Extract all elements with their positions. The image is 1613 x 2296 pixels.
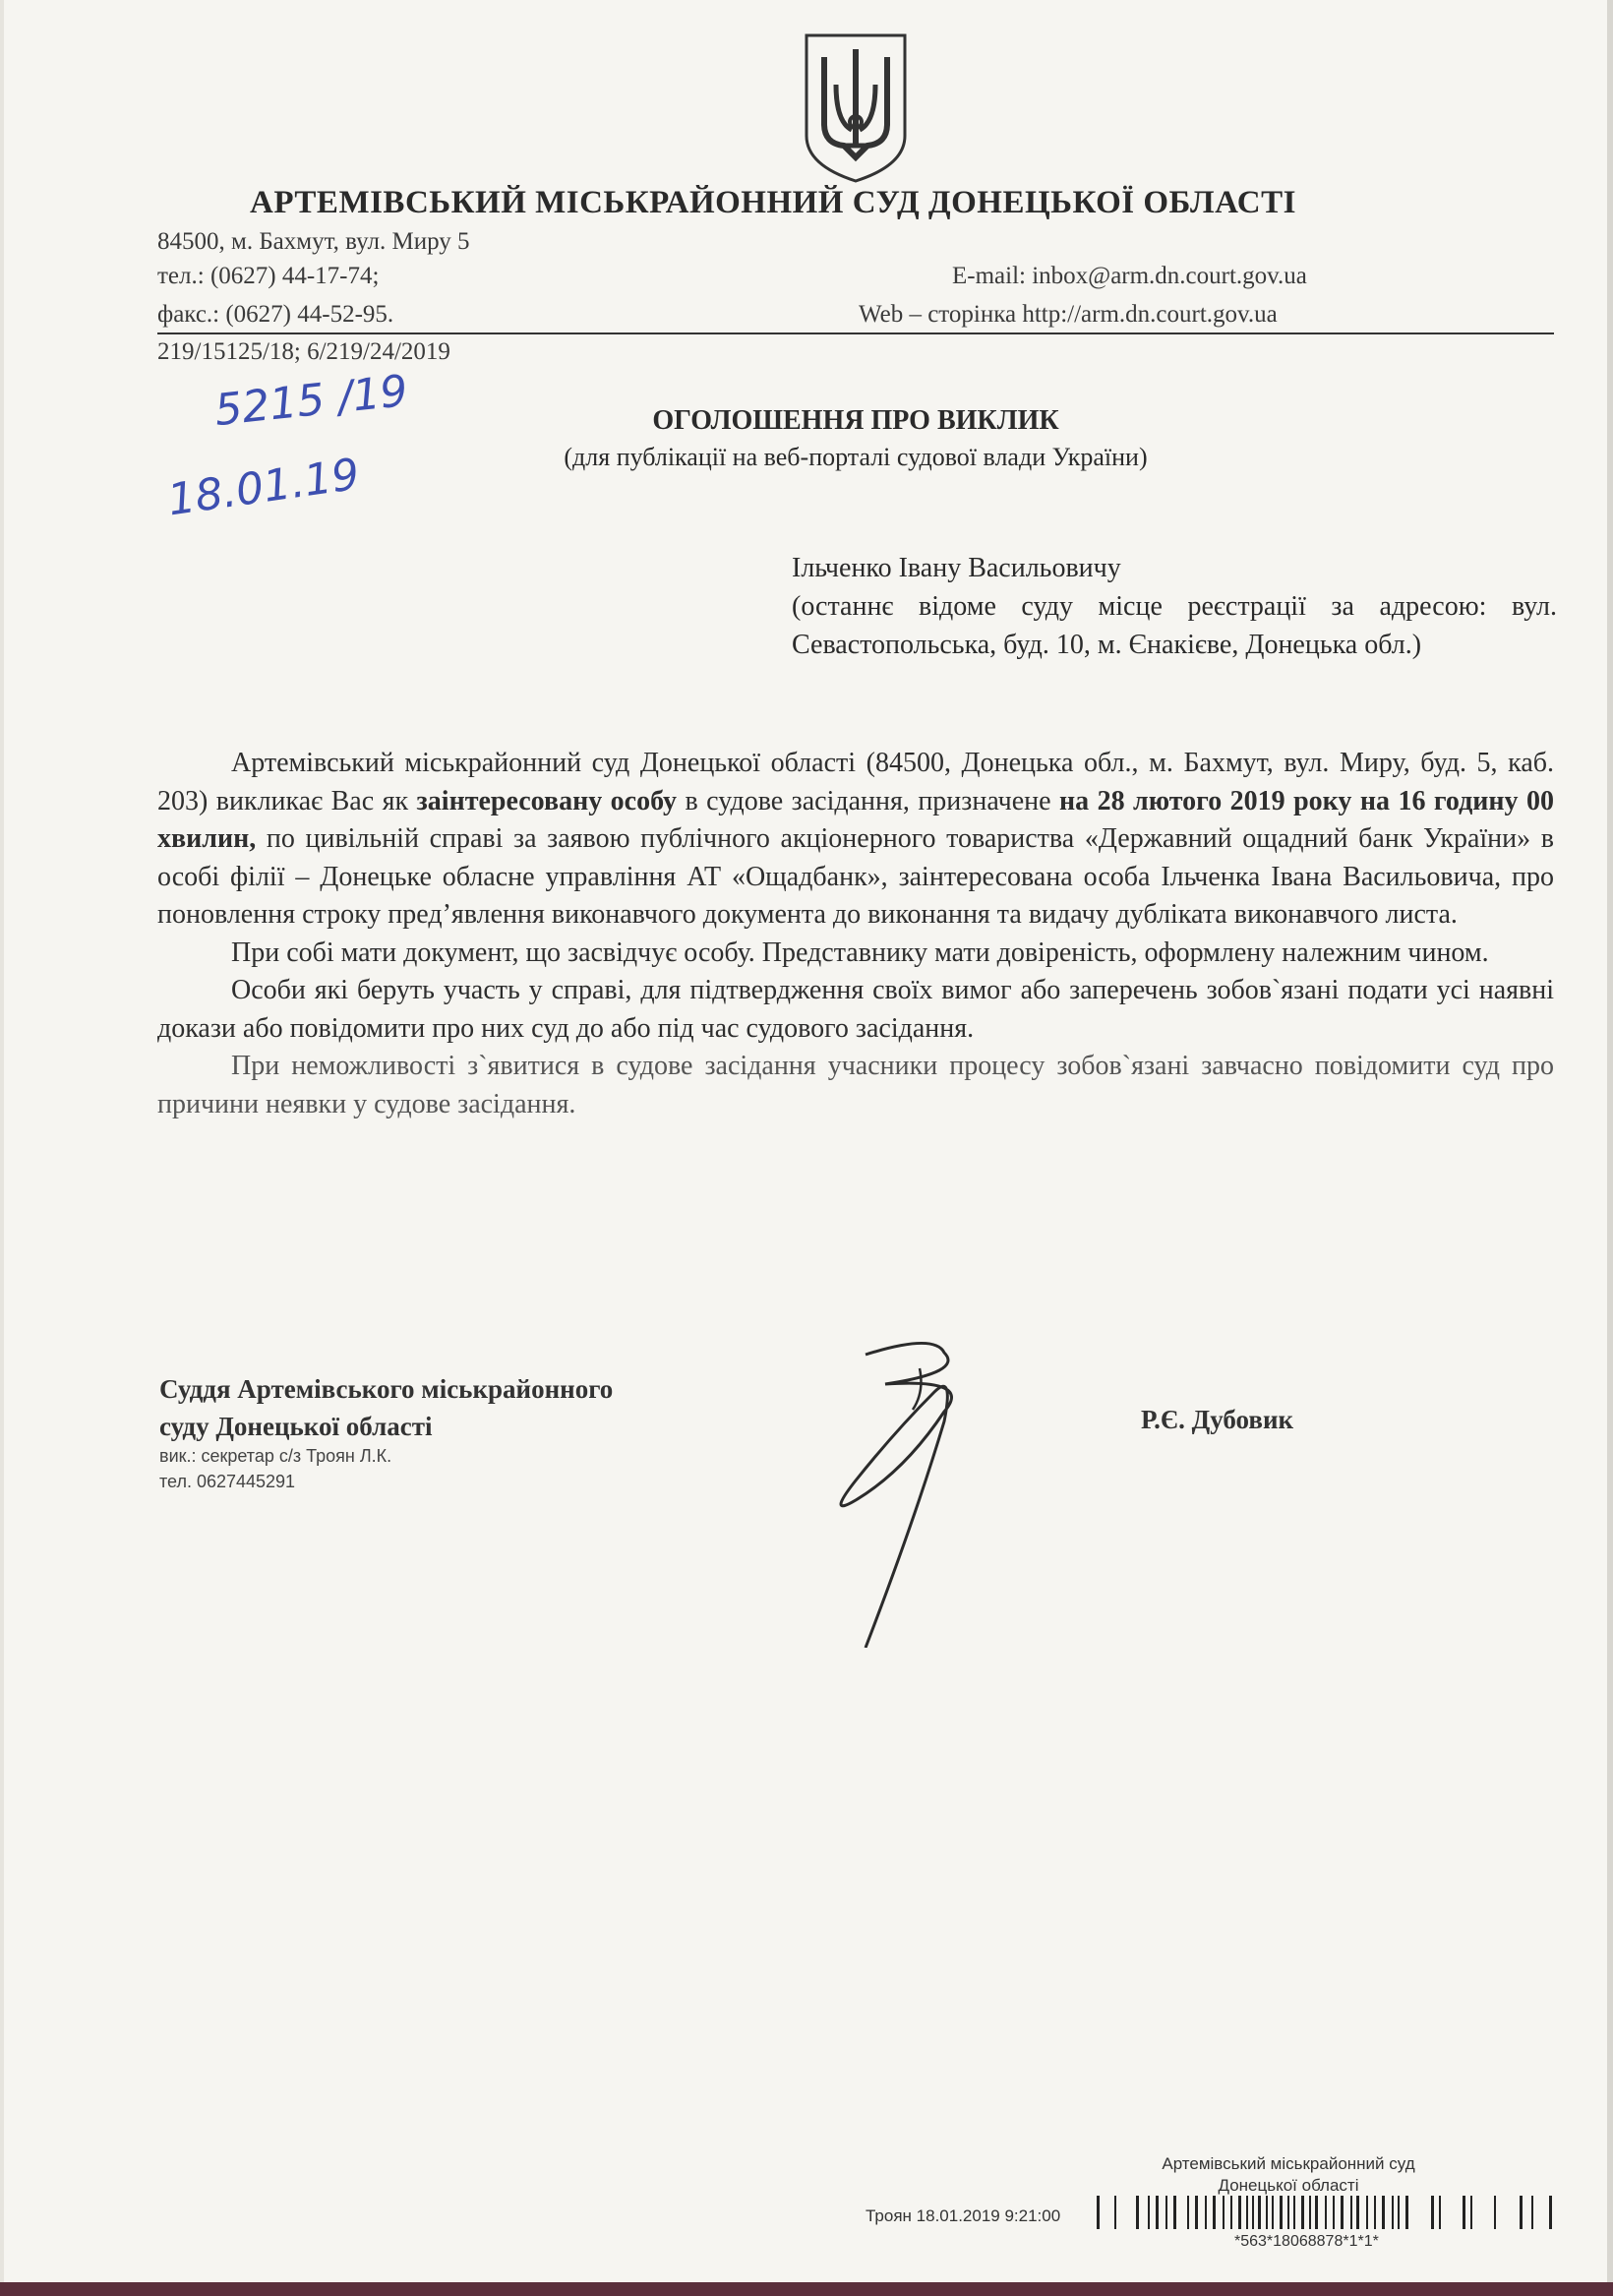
court-phone: тел.: (0627) 44-17-74; [157, 263, 380, 289]
summons-text-2: в судове засідання, призначене [677, 785, 1060, 816]
judge-signature [826, 1333, 993, 1648]
court-address: 84500, м. Бахмут, вул. Миру 5 [157, 228, 470, 255]
court-website: Web – сторінка http://arm.dn.court.gov.ua [859, 301, 1278, 328]
scan-edge-bottom [0, 2282, 1613, 2296]
hearing-datetime: на 28 лютого 2019 року на 16 годину 00 хвилин, [157, 785, 1554, 854]
paragraph-documents: При собі мати документ, що засвідчує особу. Представнику мати довіреність, оформлену належним чином. [231, 937, 1489, 968]
trident-emblem-icon [797, 28, 915, 185]
paragraph-summons [157, 745, 1554, 935]
header-divider [157, 332, 1554, 334]
addressee-address: (останнє відоме суду місце реєстрації за адресою: вул. Севастопольська, буд. 10, м. Єнакієве, Донецька обл.) [792, 591, 1557, 660]
addressee-block [792, 549, 1557, 664]
registration-timestamp: Троян 18.01.2019 9:21:00 [866, 2206, 1061, 2225]
executor-phone: тел. 0627445291 [159, 1472, 296, 1491]
barcode-number: *563*18068878*1*1* [1234, 2233, 1379, 2250]
summons-role: заінтересовану особу [416, 785, 678, 816]
notice-title: ОГОЛОШЕННЯ ПРО ВИКЛИК [652, 405, 1059, 436]
scan-edge-right [1607, 0, 1613, 2296]
registration-court-line1: Артемівський міськрайонний суд [1162, 2154, 1415, 2173]
handwritten-incoming-number: 5215 /19 [211, 365, 410, 437]
judge-title [159, 1370, 613, 1445]
court-fax: факс.: (0627) 44-52-95. [157, 301, 394, 328]
judge-name: Р.Є. Дубовик [1141, 1405, 1294, 1434]
court-name: АРТЕМІВСЬКИЙ МІСЬКРАЙОННИЙ СУД ДОНЕЦЬКОЇ ОБЛАСТІ [250, 185, 1296, 220]
registration-court-line2: Донецької області [1218, 2176, 1359, 2195]
court-email: E-mail: inbox@arm.dn.court.gov.ua [952, 263, 1307, 289]
case-numbers: 219/15125/18; 6/219/24/2019 [157, 338, 450, 365]
paragraph-evidence: Особи які беруть участь у справі, для підтвердження своїх вимог або заперечень зобов`язані подати усі наявні докази або повідомити про них суд до або під час судового засідання. [157, 975, 1554, 1044]
judge-title-line2: суду Донецької області [159, 1412, 433, 1441]
judge-title-line1: Суддя Артемівського міськрайонного [159, 1374, 614, 1404]
registration-barcode [1097, 2196, 1569, 2233]
addressee-name: Ільченко Івану Васильовичу [792, 553, 1121, 583]
summons-text-1: Артемівський міськрайонний суд Донецької області (84500, Донецька обл., м. Бахмут, вул. Миру, буд. 5, каб. 203) викликає Вас як [157, 748, 1554, 816]
notice-subtitle: (для публікації на веб-порталі судової влади України) [564, 443, 1148, 471]
summons-text-3: по цивільній справі за заявою публічного акціонерного товариства «Державний ощадний банк України» в особі філії – Донецьке обласне управління АТ «Ощадбанк», заінтересована особа Ільченка Івана Васильовича, про поновлення строку пред’явлення виконавчого документа до виконання та видачу дубліката виконавчого листа. [157, 823, 1554, 930]
paragraph-absence: При неможливості з`явитися в судове засідання учасники процесу зобов`язані завчасно повідомити суд про причини неявки у судове засідання. [157, 1051, 1554, 1119]
scan-edge-left [0, 0, 4, 2296]
notice-body [157, 745, 1554, 1123]
handwritten-incoming-date: 18.01.19 [164, 449, 363, 526]
registration-court [1102, 2153, 1475, 2197]
executor-line: вик.: секретар с/з Троян Л.К. [159, 1446, 392, 1466]
